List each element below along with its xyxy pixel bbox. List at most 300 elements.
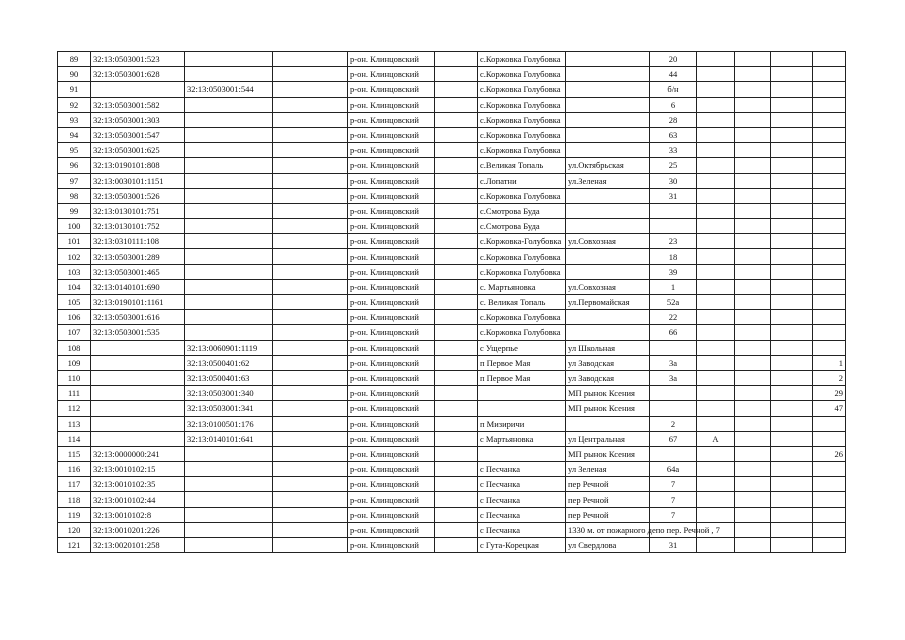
- table-row: [58, 310, 846, 325]
- blank-col-4: [771, 431, 813, 446]
- unit-number: [813, 264, 846, 279]
- blank-col-4: [771, 203, 813, 218]
- house-number: 20: [650, 52, 697, 67]
- blank-col-4: [771, 446, 813, 461]
- building-letter: [697, 340, 735, 355]
- blank-col-4: [771, 462, 813, 477]
- cadastral-number-2: [185, 279, 273, 294]
- street: [566, 67, 650, 82]
- street: [566, 325, 650, 340]
- settlement: с.Смотрова Буда: [478, 203, 566, 218]
- table-row: [58, 416, 846, 431]
- district: р-он. Клинцовский: [348, 295, 435, 310]
- cadastral-number-2: [185, 325, 273, 340]
- street: [566, 188, 650, 203]
- blank-col-3: [735, 386, 771, 401]
- blank-col-3: [735, 127, 771, 142]
- cadastral-number: [91, 431, 185, 446]
- blank-col-2: [435, 127, 478, 142]
- unit-number: 47: [813, 401, 846, 416]
- row-number: 114: [58, 431, 91, 446]
- cadastral-number: 32:13:0010102:35: [91, 477, 185, 492]
- building-letter: [697, 507, 735, 522]
- blank-col-4: [771, 219, 813, 234]
- building-letter: [697, 538, 735, 553]
- building-letter: [697, 203, 735, 218]
- blank-col-2: [435, 340, 478, 355]
- cadastral-number: 32:13:0130101:751: [91, 203, 185, 218]
- building-letter: [697, 492, 735, 507]
- row-number: 99: [58, 203, 91, 218]
- building-letter: [697, 52, 735, 67]
- settlement: п Первое Мая: [478, 370, 566, 385]
- table-row: [58, 127, 846, 142]
- row-number: 96: [58, 158, 91, 173]
- blank-col-3: [735, 158, 771, 173]
- street: ул.Совхозная: [566, 234, 650, 249]
- cadastral-number-2: 32:13:0503001:341: [185, 401, 273, 416]
- house-number: 7: [650, 477, 697, 492]
- row-number: 120: [58, 522, 91, 537]
- building-letter: [697, 401, 735, 416]
- blank-col-2: [435, 219, 478, 234]
- row-number: 105: [58, 295, 91, 310]
- cadastral-number-2: 32:13:0140101:641: [185, 431, 273, 446]
- cadastral-number-2: [185, 203, 273, 218]
- blank-col-2: [435, 188, 478, 203]
- cadastral-number: 32:13:0503001:526: [91, 188, 185, 203]
- settlement: с Песчанка: [478, 492, 566, 507]
- cadastral-number: 32:13:0010102:44: [91, 492, 185, 507]
- house-number: 64а: [650, 462, 697, 477]
- cadastral-number: 32:13:0140101:690: [91, 279, 185, 294]
- row-number: 119: [58, 507, 91, 522]
- settlement: с Песчанка: [478, 507, 566, 522]
- cadastral-number-2: [185, 112, 273, 127]
- cadastral-number: 32:13:0503001:535: [91, 325, 185, 340]
- row-number: 95: [58, 143, 91, 158]
- row-number: 90: [58, 67, 91, 82]
- cadastral-number: 32:13:0010102:15: [91, 462, 185, 477]
- cadastral-number: 32:13:0030101:1151: [91, 173, 185, 188]
- settlement: с.Смотрова Буда: [478, 219, 566, 234]
- street: ул Заводская: [566, 355, 650, 370]
- blank-col-2: [435, 264, 478, 279]
- table-row: [58, 462, 846, 477]
- cadastral-number-2: [185, 219, 273, 234]
- row-number: 121: [58, 538, 91, 553]
- building-letter: [697, 82, 735, 97]
- settlement: с Гута-Корецкая: [478, 538, 566, 553]
- settlement: с.Коржовка Голубовка: [478, 188, 566, 203]
- district: р-он. Клинцовский: [348, 310, 435, 325]
- table-row: [58, 431, 846, 446]
- blank-col-2: [435, 173, 478, 188]
- cadastral-number: 32:13:0503001:523: [91, 52, 185, 67]
- cadastral-number-2: [185, 477, 273, 492]
- cadastral-number-2: [185, 507, 273, 522]
- blank-col-2: [435, 462, 478, 477]
- district: р-он. Клинцовский: [348, 401, 435, 416]
- blank-col-3: [735, 219, 771, 234]
- blank-col-4: [771, 522, 813, 537]
- table-row: [58, 112, 846, 127]
- cadastral-number-2: [185, 538, 273, 553]
- district: р-он. Клинцовский: [348, 173, 435, 188]
- table-row: [58, 158, 846, 173]
- blank-col-2: [435, 446, 478, 461]
- unit-number: [813, 462, 846, 477]
- blank-col-2: [435, 507, 478, 522]
- blank-col-2: [435, 355, 478, 370]
- street: ул Центральная: [566, 431, 650, 446]
- table-row: [58, 507, 846, 522]
- blank-col: [273, 234, 348, 249]
- table-row: [58, 67, 846, 82]
- blank-col-4: [771, 158, 813, 173]
- street: [566, 249, 650, 264]
- blank-col: [273, 431, 348, 446]
- blank-col-2: [435, 492, 478, 507]
- unit-number: [813, 173, 846, 188]
- house-number: 33: [650, 143, 697, 158]
- blank-col-3: [735, 67, 771, 82]
- settlement: п Мизиричи: [478, 416, 566, 431]
- house-number: 39: [650, 264, 697, 279]
- cadastral-number: [91, 355, 185, 370]
- blank-col-3: [735, 477, 771, 492]
- blank-col-2: [435, 67, 478, 82]
- district: р-он. Клинцовский: [348, 264, 435, 279]
- cadastral-number-2: [185, 249, 273, 264]
- unit-number: [813, 538, 846, 553]
- cadastral-number-2: [185, 295, 273, 310]
- house-number: [650, 340, 697, 355]
- cadastral-number-2: [185, 446, 273, 461]
- street: МП рынок Ксения: [566, 386, 650, 401]
- blank-col-3: [735, 446, 771, 461]
- house-number: 3а: [650, 355, 697, 370]
- unit-number: [813, 112, 846, 127]
- district: р-он. Клинцовский: [348, 507, 435, 522]
- blank-col-3: [735, 370, 771, 385]
- house-number: 66: [650, 325, 697, 340]
- district: р-он. Клинцовский: [348, 279, 435, 294]
- house-number: 1: [650, 279, 697, 294]
- cadastral-number: 32:13:0503001:625: [91, 143, 185, 158]
- blank-col: [273, 446, 348, 461]
- blank-col: [273, 203, 348, 218]
- house-number: 18: [650, 249, 697, 264]
- unit-number: 2: [813, 370, 846, 385]
- unit-number: [813, 82, 846, 97]
- cadastral-number-2: [185, 462, 273, 477]
- unit-number: [813, 67, 846, 82]
- unit-number: [813, 477, 846, 492]
- cadastral-number: 32:13:0503001:303: [91, 112, 185, 127]
- cadastral-number-2: [185, 127, 273, 142]
- unit-number: [813, 310, 846, 325]
- blank-col-4: [771, 355, 813, 370]
- cadastral-number-2: 32:13:0100501:176: [185, 416, 273, 431]
- cadastral-number: 32:13:0503001:616: [91, 310, 185, 325]
- district: р-он. Клинцовский: [348, 431, 435, 446]
- building-letter: [697, 416, 735, 431]
- district: р-он. Клинцовский: [348, 492, 435, 507]
- table-row: [58, 492, 846, 507]
- blank-col-3: [735, 97, 771, 112]
- row-number: 111: [58, 386, 91, 401]
- blank-col-3: [735, 173, 771, 188]
- settlement: с.Коржовка Голубовка: [478, 325, 566, 340]
- row-number: 118: [58, 492, 91, 507]
- table-row: [58, 234, 846, 249]
- blank-col: [273, 401, 348, 416]
- unit-number: [813, 295, 846, 310]
- building-letter: [697, 386, 735, 401]
- blank-col-2: [435, 112, 478, 127]
- cadastral-number: 32:13:0000000:241: [91, 446, 185, 461]
- blank-col-4: [771, 188, 813, 203]
- building-letter: [697, 173, 735, 188]
- building-letter: [697, 310, 735, 325]
- cadastral-number: [91, 401, 185, 416]
- street: [566, 264, 650, 279]
- unit-number: [813, 52, 846, 67]
- blank-col-3: [735, 249, 771, 264]
- blank-col: [273, 249, 348, 264]
- district: р-он. Клинцовский: [348, 416, 435, 431]
- blank-col-4: [771, 295, 813, 310]
- district: р-он. Клинцовский: [348, 249, 435, 264]
- blank-col: [273, 507, 348, 522]
- blank-col-4: [771, 52, 813, 67]
- house-number: 31: [650, 538, 697, 553]
- street: ул.Первомайская: [566, 295, 650, 310]
- row-number: 91: [58, 82, 91, 97]
- row-number: 92: [58, 97, 91, 112]
- row-number: 103: [58, 264, 91, 279]
- building-letter: [697, 264, 735, 279]
- cadastral-number: 32:13:0010102:8: [91, 507, 185, 522]
- house-number: 30: [650, 173, 697, 188]
- cadastral-number: [91, 82, 185, 97]
- cadastral-number-2: 32:13:0503001:340: [185, 386, 273, 401]
- district: р-он. Клинцовский: [348, 219, 435, 234]
- blank-col-3: [735, 538, 771, 553]
- blank-col-3: [735, 234, 771, 249]
- blank-col: [273, 188, 348, 203]
- unit-number: 1: [813, 355, 846, 370]
- row-number: 110: [58, 370, 91, 385]
- house-number: б/н: [650, 82, 697, 97]
- cadastral-number-2: [185, 143, 273, 158]
- blank-col-3: [735, 295, 771, 310]
- unit-number: [813, 188, 846, 203]
- blank-col-2: [435, 234, 478, 249]
- blank-col-3: [735, 522, 771, 537]
- table-row: [58, 188, 846, 203]
- cadastral-number: 32:13:0503001:547: [91, 127, 185, 142]
- building-letter: [697, 219, 735, 234]
- house-number: [650, 203, 697, 218]
- row-number: 106: [58, 310, 91, 325]
- table-row: [58, 401, 846, 416]
- blank-col-2: [435, 97, 478, 112]
- house-number: 63: [650, 127, 697, 142]
- building-letter: [697, 234, 735, 249]
- street: [566, 127, 650, 142]
- blank-col: [273, 325, 348, 340]
- table-row: [58, 52, 846, 67]
- blank-col: [273, 522, 348, 537]
- cadastral-number-2: [185, 234, 273, 249]
- blank-col: [273, 219, 348, 234]
- table-row: [58, 355, 846, 370]
- blank-col: [273, 52, 348, 67]
- district: р-он. Клинцовский: [348, 538, 435, 553]
- blank-col-3: [735, 492, 771, 507]
- cadastral-number: 32:13:0503001:582: [91, 97, 185, 112]
- house-number: 31: [650, 188, 697, 203]
- unit-number: [813, 203, 846, 218]
- street: пер Речной: [566, 507, 650, 522]
- row-number: 117: [58, 477, 91, 492]
- cadastral-number-2: [185, 173, 273, 188]
- table-row: [58, 325, 846, 340]
- blank-col-2: [435, 82, 478, 97]
- blank-col-2: [435, 203, 478, 218]
- row-number: 112: [58, 401, 91, 416]
- cadastral-number-2: [185, 67, 273, 82]
- blank-col-3: [735, 462, 771, 477]
- blank-col: [273, 370, 348, 385]
- settlement: с.Коржовка Голубовка: [478, 127, 566, 142]
- district: р-он. Клинцовский: [348, 477, 435, 492]
- blank-col-3: [735, 401, 771, 416]
- unit-number: [813, 143, 846, 158]
- unit-number: [813, 279, 846, 294]
- building-letter: А: [697, 431, 735, 446]
- blank-col-4: [771, 264, 813, 279]
- blank-col-4: [771, 386, 813, 401]
- cadastral-number-2: [185, 264, 273, 279]
- cadastral-number-2: [185, 52, 273, 67]
- blank-col-2: [435, 295, 478, 310]
- house-number: 7: [650, 492, 697, 507]
- district: р-он. Клинцовский: [348, 203, 435, 218]
- row-number: 97: [58, 173, 91, 188]
- blank-col-4: [771, 325, 813, 340]
- table-row: [58, 340, 846, 355]
- settlement: [478, 386, 566, 401]
- house-number: [650, 219, 697, 234]
- blank-col: [273, 264, 348, 279]
- table-row: [58, 203, 846, 218]
- blank-col-4: [771, 477, 813, 492]
- district: р-он. Клинцовский: [348, 522, 435, 537]
- district: р-он. Клинцовский: [348, 370, 435, 385]
- table-row: [58, 295, 846, 310]
- cadastral-number: 32:13:0503001:465: [91, 264, 185, 279]
- cadastral-number-2: [185, 97, 273, 112]
- settlement: с Песчанка: [478, 522, 566, 537]
- building-letter: [697, 279, 735, 294]
- settlement: с.Коржовка Голубовка: [478, 264, 566, 279]
- settlement: с Мартьяновка: [478, 431, 566, 446]
- table-row: [58, 370, 846, 385]
- unit-number: [813, 492, 846, 507]
- table-row: [58, 97, 846, 112]
- unit-number: [813, 97, 846, 112]
- blank-col-2: [435, 310, 478, 325]
- blank-col-2: [435, 370, 478, 385]
- unit-number: 29: [813, 386, 846, 401]
- building-letter: [697, 188, 735, 203]
- cadastral-number-2: [185, 188, 273, 203]
- building-letter: [697, 462, 735, 477]
- settlement: [478, 446, 566, 461]
- blank-col: [273, 310, 348, 325]
- district: р-он. Клинцовский: [348, 127, 435, 142]
- blank-col: [273, 67, 348, 82]
- house-number: 28: [650, 112, 697, 127]
- settlement: с. Мартьяновка: [478, 279, 566, 294]
- blank-col-3: [735, 279, 771, 294]
- settlement: с.Коржовка Голубовка: [478, 310, 566, 325]
- settlement: с.Коржовка Голубовка: [478, 143, 566, 158]
- blank-col-4: [771, 370, 813, 385]
- blank-col-4: [771, 143, 813, 158]
- street: ул.Зеленая: [566, 173, 650, 188]
- cadastral-number: 32:13:0130101:752: [91, 219, 185, 234]
- table-row: [58, 173, 846, 188]
- building-letter: [697, 143, 735, 158]
- blank-col-4: [771, 234, 813, 249]
- row-number: 93: [58, 112, 91, 127]
- row-number: 109: [58, 355, 91, 370]
- district: р-он. Клинцовский: [348, 158, 435, 173]
- blank-col: [273, 158, 348, 173]
- unit-number: 26: [813, 446, 846, 461]
- district: р-он. Клинцовский: [348, 188, 435, 203]
- blank-col-4: [771, 67, 813, 82]
- blank-col: [273, 462, 348, 477]
- blank-col-4: [771, 492, 813, 507]
- blank-col-3: [735, 325, 771, 340]
- street: [566, 219, 650, 234]
- blank-col-3: [735, 264, 771, 279]
- street: ул Школьная: [566, 340, 650, 355]
- district: р-он. Клинцовский: [348, 386, 435, 401]
- cadastral-number: 32:13:0503001:628: [91, 67, 185, 82]
- table-row: [58, 264, 846, 279]
- table-row: [58, 143, 846, 158]
- cadastral-number-2: [185, 310, 273, 325]
- blank-col-2: [435, 325, 478, 340]
- blank-col-3: [735, 431, 771, 446]
- street: пер Речной: [566, 492, 650, 507]
- blank-col-3: [735, 203, 771, 218]
- district: р-он. Клинцовский: [348, 112, 435, 127]
- blank-col: [273, 492, 348, 507]
- blank-col-3: [735, 310, 771, 325]
- cadastral-number: [91, 416, 185, 431]
- table-body: [58, 52, 846, 553]
- row-number: 102: [58, 249, 91, 264]
- cadastral-number: [91, 370, 185, 385]
- building-letter: [697, 325, 735, 340]
